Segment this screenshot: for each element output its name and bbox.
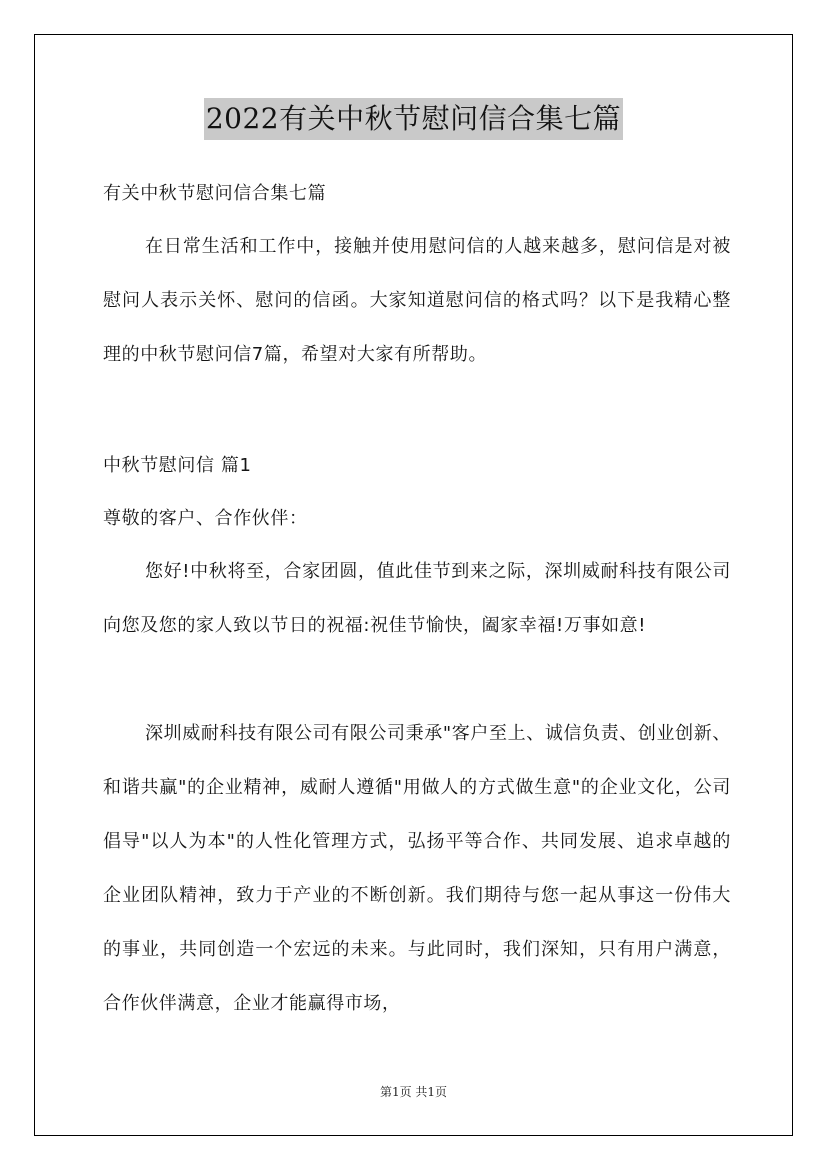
- paragraph-company: 深圳威耐科技有限公司有限公司秉承"客户至上、诚信负责、创业创新、和谐共赢"的企业精神，威耐人遵循"用做人的方式做生意"的企业文化，公司倡导"以人为本"的人性化管理方式，弘扬平等合作、共同发展、追求卓越的企业团队精神，致力于产业的不断创新。我们期待与您一起从事这一份伟大的事业，共同创造一个宏远的未来。与此同时，我们深知，只有用户满意，合作伙伴满意，企业才能赢得市场，: [103, 723, 731, 1014]
- salutation: 尊敬的客户、合作伙伴：: [103, 508, 308, 529]
- title-container: [0, 98, 827, 140]
- document-subtitle: 有关中秋节慰问信合集七篇: [103, 183, 327, 204]
- paragraph-greeting: 您好!中秋将至，合家团圆，值此佳节到来之际，深圳威耐科技有限公司向您及您的家人致以节日的祝福:祝佳节愉快，阖家幸福!万事如意!: [103, 561, 731, 636]
- intro-paragraph: 在日常生活和工作中，接触并使用慰问信的人越来越多，慰问信是对被慰问人表示关怀、慰问的信函。大家知道慰问信的格式吗？以下是我精心整理的中秋节慰问信7篇，希望对大家有所帮助。: [103, 236, 731, 365]
- document-title: 2022有关中秋节慰问信合集七篇: [204, 98, 623, 140]
- section-heading: 中秋节慰问信 篇1: [103, 455, 252, 476]
- page-indicator: 第1页 共1页: [379, 1085, 448, 1099]
